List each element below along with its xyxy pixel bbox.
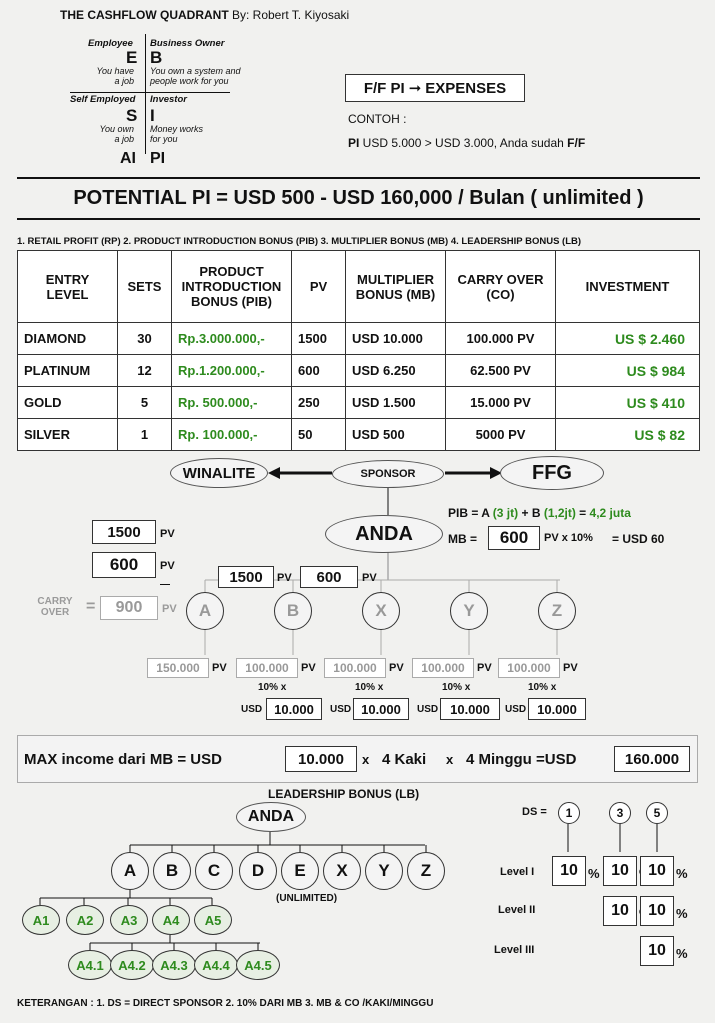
cell-level: GOLD <box>18 387 118 419</box>
pi-label: PI <box>150 150 166 167</box>
cell-sets: 1 <box>118 419 172 451</box>
lb-unlimited: (UNLIMITED) <box>276 893 338 904</box>
pct-x: 10% <box>355 682 376 693</box>
footer-note: KETERANGAN : 1. DS = DIRECT SPONSOR 2. 10% DARI MB 3. MB & CO /KAKI/MINGGU <box>17 998 434 1009</box>
left-pv1-box: 1500 <box>92 520 156 544</box>
max-income-times2: x <box>446 752 454 767</box>
node-pv-b: 100.000 <box>236 658 298 678</box>
carry-value-box: 900 <box>100 596 158 620</box>
arrow-head-left <box>268 467 280 479</box>
lb-node-y: Y <box>365 852 403 890</box>
cell-sets: 12 <box>118 355 172 387</box>
lb-node-e: E <box>281 852 319 890</box>
level1-pct-1: 10 <box>552 856 586 886</box>
level1-label: Level I <box>500 866 535 878</box>
mb-label: MB = <box>448 532 478 546</box>
employee-desc-line2: a job <box>114 76 134 86</box>
cell-mb: USD 500 <box>346 419 446 451</box>
pct-z: 10% <box>528 682 549 693</box>
cell-level: SILVER <box>18 419 118 451</box>
investor-desc-line1: Money works <box>150 124 204 134</box>
pib-formula <box>448 506 631 520</box>
lb-node-a2: A2 <box>66 905 104 935</box>
self-letter: S <box>126 106 138 125</box>
self-employed-label: Self Employed <box>70 94 136 105</box>
level2-pct-1: 10 <box>603 896 637 926</box>
carry-over-label: CARRY OVER <box>37 596 73 618</box>
node-pv-z: 100.000 <box>498 658 560 678</box>
pib-b: (1,2jt) <box>543 506 576 520</box>
times-b: x <box>280 682 287 693</box>
ai-label: AI <box>120 150 136 167</box>
ds-label: DS = <box>522 806 547 818</box>
node-a: A <box>186 592 224 630</box>
self-desc-line2: a job <box>114 134 134 144</box>
cell-mb: USD 1.500 <box>346 387 446 419</box>
cell-pib: Rp.1.200.000,- <box>172 355 292 387</box>
max-income-total: 160.000 <box>614 746 690 772</box>
mb-value-box: 600 <box>488 526 540 550</box>
node-pv-a: 150.000 <box>147 658 209 678</box>
node-pv-b-unit: PV <box>301 662 316 674</box>
left-pv2-unit: PV <box>160 560 175 572</box>
times-z: x <box>550 682 557 693</box>
usd-value-3: 10.000 <box>440 698 500 720</box>
usd-value-1: 10.000 <box>266 698 322 720</box>
example-ff: F/F <box>567 136 586 150</box>
lb-node-a4: A4 <box>152 905 190 935</box>
cell-pib: Rp. 100.000,- <box>172 419 292 451</box>
mb-formula: PV x 10% <box>544 532 593 544</box>
cell-level: DIAMOND <box>18 323 118 355</box>
cell-pv: 250 <box>292 387 346 419</box>
usd-value-2: 10.000 <box>353 698 409 720</box>
max-income-prefix: MAX income dari MB = USD <box>24 751 222 768</box>
level2-pct-sign-2: % <box>676 906 688 921</box>
equals-sign: = <box>86 598 96 615</box>
node-pv-x-unit: PV <box>389 662 404 674</box>
self-desc-line1: You own <box>99 124 134 134</box>
ffg-oval: FFG <box>500 456 604 490</box>
header-co: CARRY OVER (CO) <box>446 251 556 323</box>
times-y: x <box>464 682 471 693</box>
lb-node-b: B <box>153 852 191 890</box>
investor-label: Investor <box>150 94 187 105</box>
ds-3: 3 <box>609 802 631 824</box>
level3-pct-1: 10 <box>640 936 674 966</box>
max-income-times1: x <box>362 752 370 767</box>
mid-pv1-unit: PV <box>277 572 292 584</box>
level3-label: Level III <box>494 944 535 956</box>
left-pv1-unit: PV <box>160 528 175 540</box>
cell-level: PLATINUM <box>18 355 118 387</box>
employee-desc-line1: You have <box>96 66 134 76</box>
max-income-value: 10.000 <box>285 746 357 772</box>
lb-node-a5: A5 <box>194 905 232 935</box>
node-pv-z-unit: PV <box>563 662 578 674</box>
header-pv: PV <box>292 251 346 323</box>
node-pv-y-unit: PV <box>477 662 492 674</box>
employee-letter: E <box>126 48 138 67</box>
times-x: x <box>377 682 384 693</box>
lb-node-a45: A4.5 <box>236 950 280 980</box>
cell-sets: 5 <box>118 387 172 419</box>
bonus-types-list: 1. RETAIL PROFIT (RP) 2. PRODUCT INTRODUCTION BONUS (PIB) 3. MULTIPLIER BONUS (MB) 4. LEADERSHIP BONUS (LB) <box>17 236 582 247</box>
level2-label: Level II <box>498 904 536 916</box>
lb-node-a1: A1 <box>22 905 60 935</box>
header-pib: PRODUCT INTRODUCTION BONUS (PIB) <box>172 251 292 323</box>
title-text: THE CASHFLOW QUADRANT <box>60 8 229 22</box>
pib-prefix: PIB = A <box>448 506 493 520</box>
node-z: Z <box>538 592 576 630</box>
pib-result: 4,2 juta <box>589 506 631 520</box>
cell-co: 100.000 PV <box>446 323 556 355</box>
level1-pct-3: 10 <box>640 856 674 886</box>
node-pv-x: 100.000 <box>324 658 386 678</box>
cell-pv: 600 <box>292 355 346 387</box>
ds-5: 5 <box>646 802 668 824</box>
cell-pv: 50 <box>292 419 346 451</box>
arrow-right-icon: ➞ <box>408 80 422 97</box>
level1-pct-sign-1: % <box>588 866 600 881</box>
investor-letter: I <box>150 106 155 125</box>
example-pi: PI <box>348 136 360 150</box>
investor-desc-line2: for you <box>150 134 178 144</box>
lb-node-a44: A4.4 <box>194 950 238 980</box>
pct-y: 10% <box>442 682 463 693</box>
example-text: USD 5.000 > USD 3.000, Anda sudah <box>359 136 568 150</box>
lb-node-a42: A4.2 <box>110 950 154 980</box>
winalite-oval: WINALITE <box>170 458 268 488</box>
potential-pi-title: POTENTIAL PI = USD 500 - USD 160,000 / Bulan ( unlimited ) <box>73 187 644 209</box>
business-letter: B <box>150 48 163 67</box>
carry-pv-unit: PV <box>162 603 177 615</box>
usd-label-2: USD <box>330 704 352 715</box>
cell-pib: Rp. 500.000,- <box>172 387 292 419</box>
node-b: B <box>274 592 312 630</box>
business-label: Business Owner <box>150 38 225 49</box>
leadership-title: LEADERSHIP BONUS (LB) <box>268 787 420 801</box>
sponsor-oval: SPONSOR <box>332 460 444 488</box>
lb-node-a3: A3 <box>110 905 148 935</box>
employee-label: Employee <box>88 38 133 49</box>
lb-node-a41: A4.1 <box>68 950 112 980</box>
cell-sets: 30 <box>118 323 172 355</box>
usd-label-4: USD <box>505 704 527 715</box>
contoh-label: CONTOH : <box>348 112 407 126</box>
cell-investment: US $ 984 <box>556 355 700 387</box>
lb-node-c: C <box>195 852 233 890</box>
business-desc-line1: You own a system and <box>150 66 241 76</box>
cell-pib: Rp.3.000.000,- <box>172 323 292 355</box>
max-income-kaki: 4 Kaki <box>382 751 427 768</box>
level3-pct-sign-1: % <box>676 946 688 961</box>
lb-node-a43: A4.3 <box>152 950 196 980</box>
cell-investment: US $ 410 <box>556 387 700 419</box>
pib-a: (3 jt) <box>492 506 519 520</box>
header-investment: INVESTMENT <box>556 251 700 323</box>
author-text: By: Robert T. Kiyosaki <box>232 8 350 22</box>
pib-mid: + B <box>518 506 544 520</box>
cell-investment: US $ 2.460 <box>556 323 700 355</box>
usd-value-4: 10.000 <box>528 698 586 720</box>
lb-node-z: Z <box>407 852 445 890</box>
lb-node-d: D <box>239 852 277 890</box>
usd-label-1: USD <box>241 704 263 715</box>
level2-pct-2: 10 <box>640 896 674 926</box>
mid-pv1-box: 1500 <box>218 566 274 588</box>
mid-pv2-unit: PV <box>362 572 377 584</box>
max-income-minggu: 4 Minggu =USD <box>466 751 577 768</box>
lb-node-a: A <box>111 852 149 890</box>
expenses-label: EXPENSES <box>425 79 507 97</box>
cell-co: 5000 PV <box>446 419 556 451</box>
header-mb: MULTIPLIER BONUS (MB) <box>346 251 446 323</box>
header-sets: SETS <box>118 251 172 323</box>
mb-result: = USD 60 <box>612 532 665 546</box>
node-x: X <box>362 592 400 630</box>
pib-eq: = <box>575 506 590 520</box>
anda-oval: ANDA <box>325 515 443 553</box>
ds-1: 1 <box>558 802 580 824</box>
business-desc-line2: people work for you <box>150 76 229 86</box>
lb-anda-oval: ANDA <box>236 802 306 832</box>
cell-mb: USD 10.000 <box>346 323 446 355</box>
level1-pct-sign-3: % <box>676 866 688 881</box>
lb-node-x: X <box>323 852 361 890</box>
cell-co: 62.500 PV <box>446 355 556 387</box>
pct-b: 10% <box>258 682 279 693</box>
minus-sign <box>160 584 170 585</box>
node-pv-a-unit: PV <box>212 662 227 674</box>
header-entry-level: ENTRY LEVEL <box>18 251 118 323</box>
ff-pi-label: F/F PI <box>363 79 405 97</box>
usd-label-3: USD <box>417 704 439 715</box>
level1-pct-2: 10 <box>603 856 637 886</box>
node-y: Y <box>450 592 488 630</box>
node-pv-y: 100.000 <box>412 658 474 678</box>
cell-mb: USD 6.250 <box>346 355 446 387</box>
cell-investment: US $ 82 <box>556 419 700 451</box>
cell-co: 15.000 PV <box>446 387 556 419</box>
mid-pv2-box: 600 <box>300 566 358 588</box>
left-pv2-box: 600 <box>92 552 156 578</box>
cell-pv: 1500 <box>292 323 346 355</box>
